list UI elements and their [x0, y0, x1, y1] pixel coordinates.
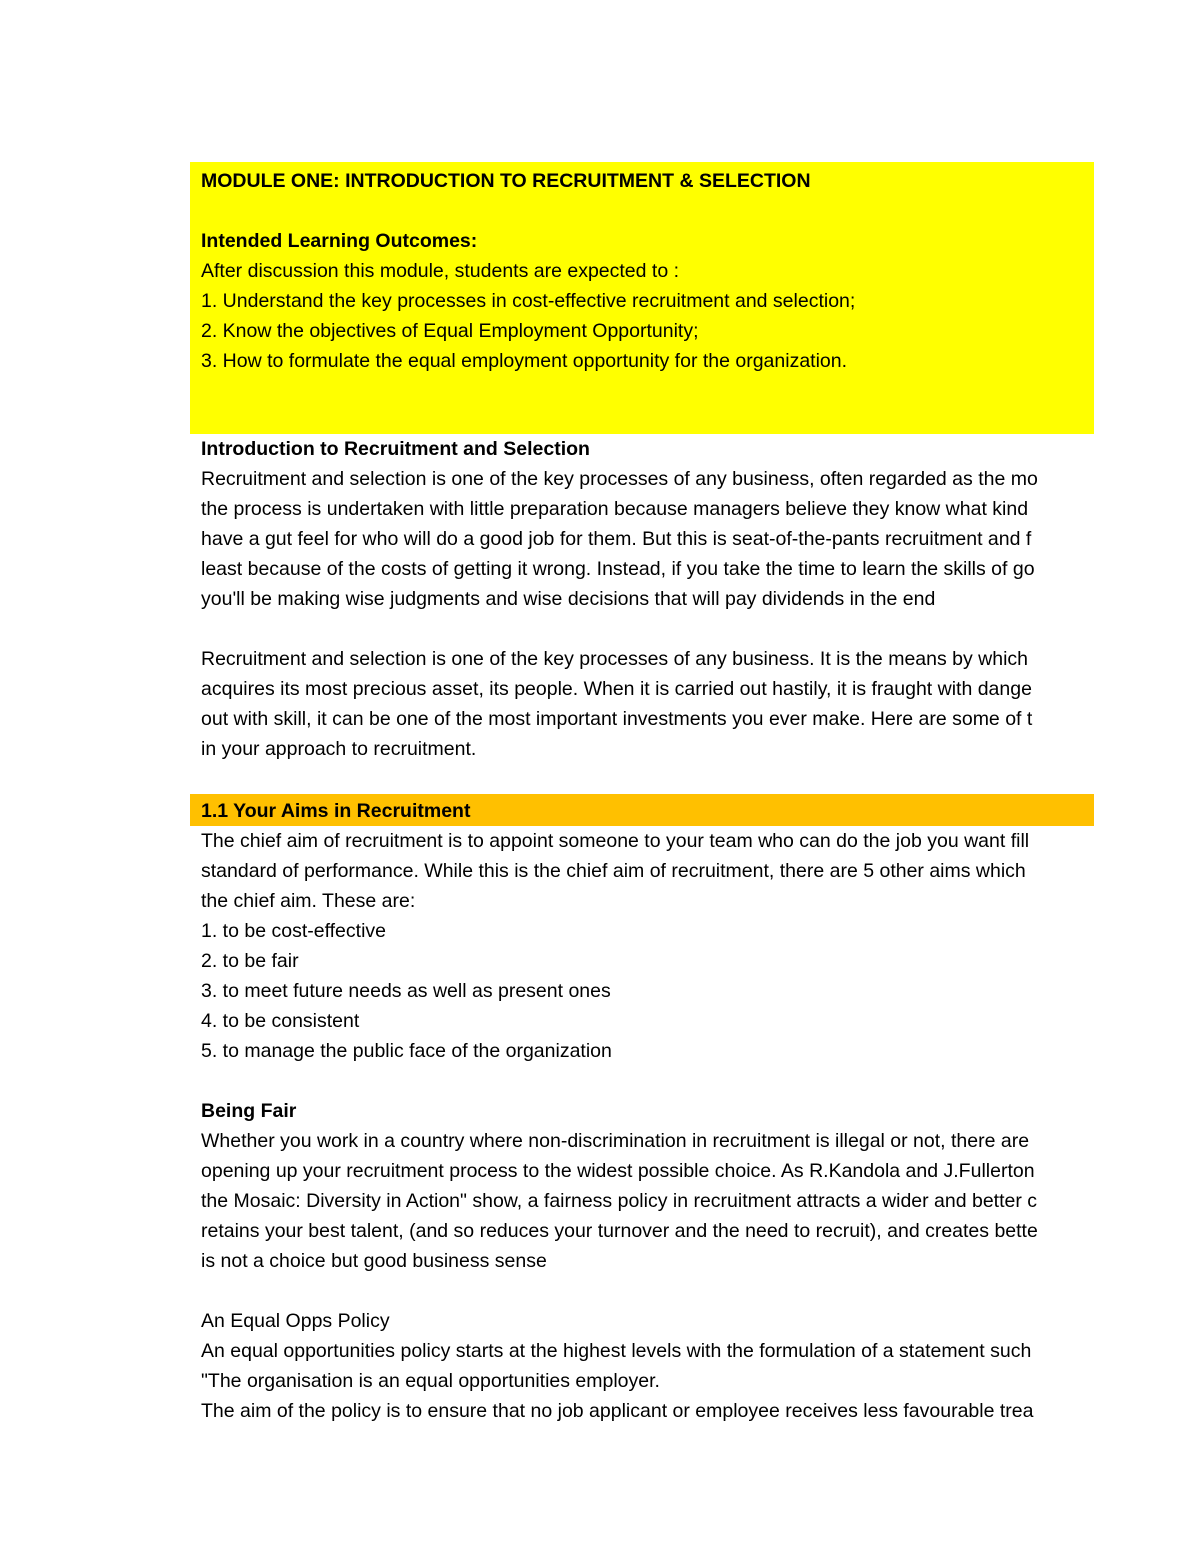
sheet-content [190, 162, 1094, 1462]
aims-list-item: 5. to manage the public face of the organization [201, 1040, 612, 1062]
being-fair-heading: Being Fair [201, 1100, 297, 1122]
spacer [190, 1066, 1094, 1096]
intro-line: out with skill, it can be one of the most important investments you ever make. Here are some of t [201, 708, 1033, 730]
aims-list-item: 4. to be consistent [201, 1010, 360, 1032]
spacer [190, 614, 1094, 644]
outcomes-heading: Intended Learning Outcomes: [201, 230, 478, 252]
spacer [190, 764, 1094, 794]
spacer [190, 376, 1094, 434]
outcomes-intro: After discussion this module, students are expected to : [201, 260, 680, 282]
intro-line: Recruitment and selection is one of the key processes of any business. It is the means by which [201, 648, 1029, 670]
spacer [190, 1276, 1094, 1306]
equal-opps-line: "The organisation is an equal opportunities employer. [201, 1370, 660, 1392]
equal-opps-heading: An Equal Opps Policy [201, 1310, 390, 1332]
intro-line: acquires its most precious asset, its people. When it is carried out hastily, it is fraught with dange [201, 678, 1032, 700]
module-title: MODULE ONE: INTRODUCTION TO RECRUITMENT & SELECTION [201, 170, 811, 192]
outcome-item: 1. Understand the key processes in cost-effective recruitment and selection; [201, 290, 856, 312]
being-fair-line: the Mosaic: Diversity in Action" show, a fairness policy in recruitment attracts a wider and better c [201, 1190, 1038, 1212]
intro-line: the process is undertaken with little preparation because managers believe they know what kind [201, 498, 1029, 520]
outcome-item: 2. Know the objectives of Equal Employment Opportunity; [201, 320, 699, 342]
outcome-item: 3. How to formulate the equal employment opportunity for the organization. [201, 350, 848, 372]
intro-line: in your approach to recruitment. [201, 738, 477, 760]
being-fair-line: retains your best talent, (and so reduces your turnover and the need to recruit), and creates bette [201, 1220, 1038, 1242]
aims-list-item: 2. to be fair [201, 950, 299, 972]
aims-list-item: 3. to meet future needs as well as present ones [201, 980, 611, 1002]
equal-opps-line: An equal opportunities policy starts at the highest levels with the formulation of a statement such [201, 1340, 1032, 1362]
being-fair-line: Whether you work in a country where non-discrimination in recruitment is illegal or not, there are [201, 1130, 1030, 1152]
aims-list-item: 1. to be cost-effective [201, 920, 386, 942]
aims-heading: 1.1 Your Aims in Recruitment [190, 794, 1094, 826]
intro-line: least because of the costs of getting it wrong. Instead, if you take the time to learn the skills of go [201, 558, 1035, 580]
aims-line: The chief aim of recruitment is to appoint someone to your team who can do the job you want fill [201, 830, 1030, 852]
aims-line: standard of performance. While this is the chief aim of recruitment, there are 5 other aims which [201, 860, 1026, 882]
intro-heading: Introduction to Recruitment and Selection [201, 438, 590, 460]
spacer [190, 196, 1094, 226]
being-fair-line: opening up your recruitment process to the widest possible choice. As R.Kandola and J.Fullerton [201, 1160, 1035, 1182]
aims-line: the chief aim. These are: [201, 890, 416, 912]
intro-line: have a gut feel for who will do a good job for them. But this is seat-of-the-pants recruitment and f [201, 528, 1032, 550]
being-fair-line: is not a choice but good business sense [201, 1250, 547, 1272]
intro-line: Recruitment and selection is one of the key processes of any business, often regarded as the mo [201, 468, 1038, 490]
intro-line: you'll be making wise judgments and wise decisions that will pay dividends in the end [201, 588, 936, 610]
module-header-block [190, 162, 1094, 434]
equal-opps-line: The aim of the policy is to ensure that no job applicant or employee receives less favourable trea [201, 1400, 1034, 1422]
